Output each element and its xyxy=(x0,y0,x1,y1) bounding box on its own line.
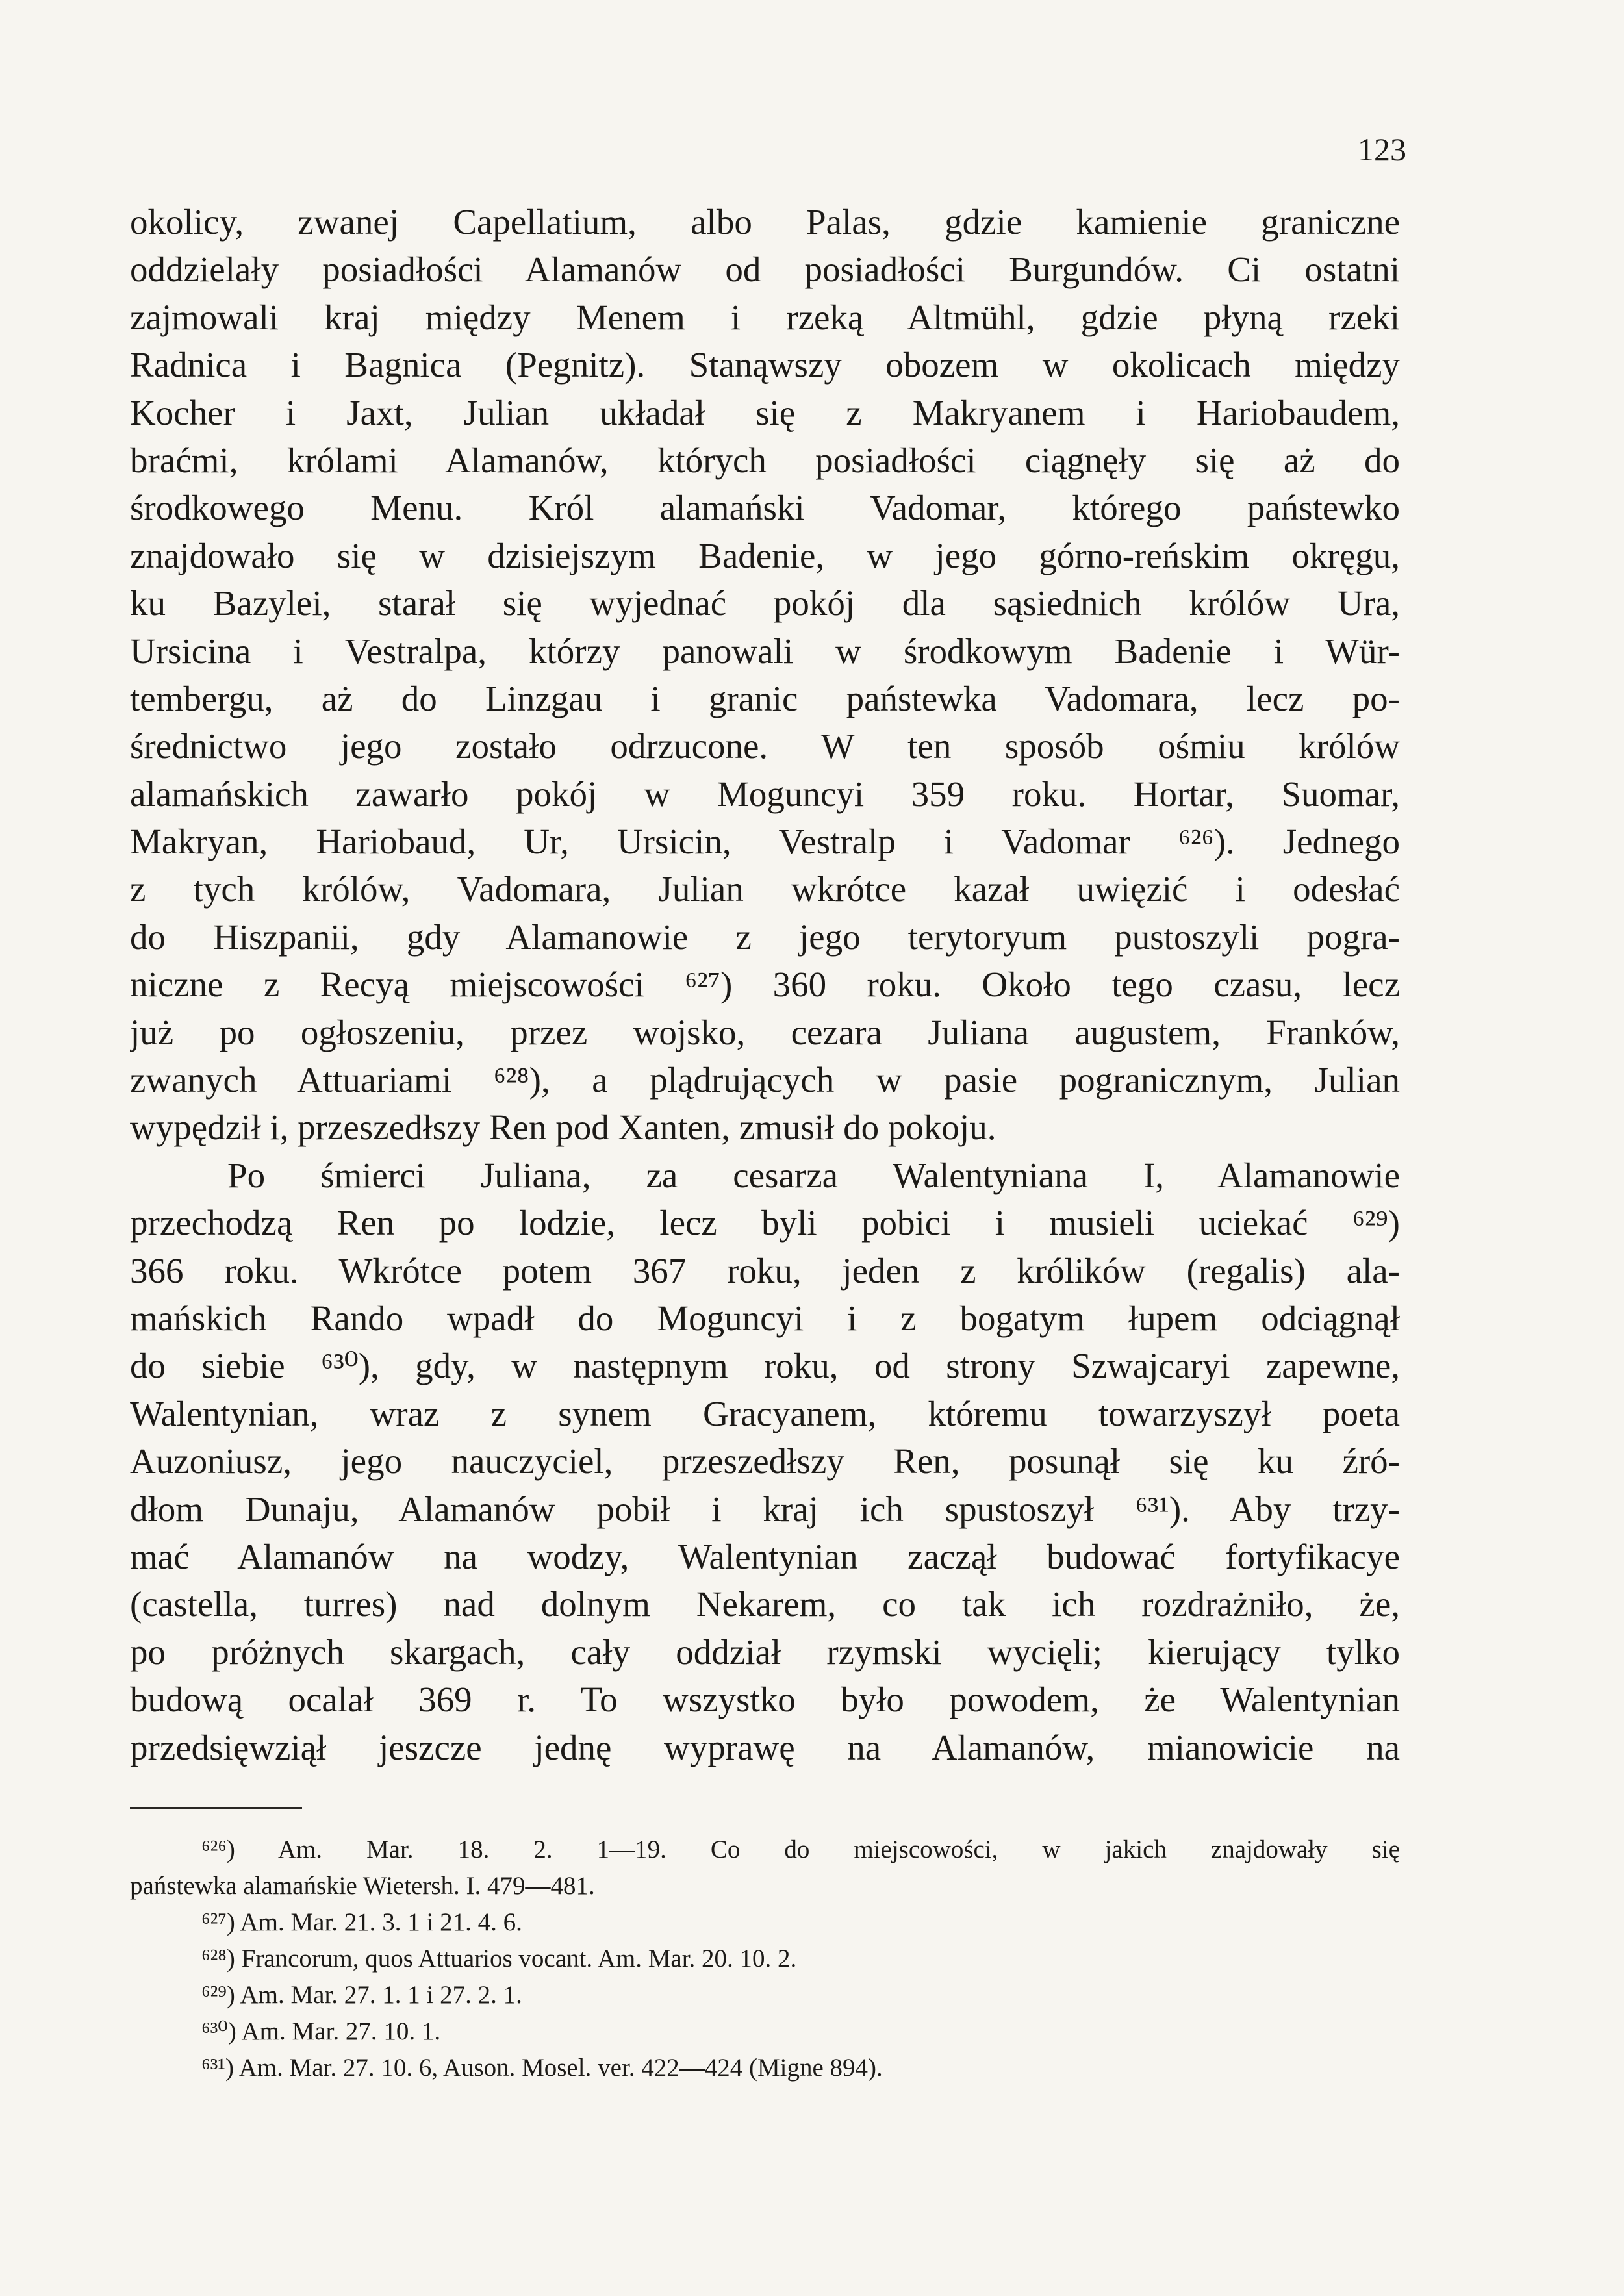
text-line: przedsięwziął jeszcze jednę wyprawę na Alamanów, mianowicie na xyxy=(130,1727,1400,1767)
text-line: przechodzą Ren po lodzie, lecz byli pobici i musieli uciekać ⁶²⁹) xyxy=(130,1203,1400,1243)
text-line: 366 roku. Wkrótce potem 367 roku, jeden z królików (regalis) ala- xyxy=(130,1250,1400,1291)
footnotes xyxy=(130,1832,1400,2086)
text-line: zajmowali kraj między Menem i rzeką Altmühl, gdzie płyną rzeki xyxy=(130,297,1400,337)
text-line: budową ocalał 369 r. To wszystko było powodem, że Walentynian xyxy=(130,1680,1400,1720)
footnote-line: ⁶³⁰) Am. Mar. 27. 10. 1. xyxy=(201,2017,441,2045)
text-line: do Hiszpanii, gdy Alamanowie z jego terytoryum pustoszyli pogra- xyxy=(130,916,1400,957)
text-line: dłom Dunaju, Alamanów pobił i kraj ich spustoszył ⁶³¹). Aby trzy- xyxy=(130,1489,1400,1529)
text-line: znajdowało się w dzisiejszym Badenie, w jego górno-reńskim okręgu, xyxy=(130,535,1400,575)
text-line: z tych królów, Vadomara, Julian wkrótce kazał uwięzić i odesłać xyxy=(130,869,1400,909)
text-line: niczne z Recyą miejscowości ⁶²⁷) 360 roku. Około tego czasu, lecz xyxy=(130,965,1400,1005)
text-line: Po śmierci Juliana, za cesarza Walentyniana I, Alamanowie xyxy=(227,1155,1400,1195)
footnote-line: ⁶²⁸) Francorum, quos Attuarios vocant. Am. Mar. 20. 10. 2. xyxy=(201,1945,797,1973)
text-line: już po ogłoszeniu, przez wojsko, cezara Juliana augustem, Franków, xyxy=(130,1012,1400,1052)
text-line: Radnica i Bagnica (Pegnitz). Stanąwszy obozem w okolicach między xyxy=(130,345,1400,385)
text-line: mańskich Rando wpadł do Moguncyi i z bogatym łupem odciągnął xyxy=(130,1298,1400,1338)
text-line: Kocher i Jaxt, Julian układał się z Makryanem i Hariobaudem, xyxy=(130,392,1400,433)
text-line: średnictwo jego zostało odrzucone. W ten sposób ośmiu królów xyxy=(130,726,1400,766)
page-number: 123 xyxy=(1358,131,1406,168)
text-line: do siebie ⁶³⁰), gdy, w następnym roku, od strony Szwajcaryi zapewne, xyxy=(130,1346,1400,1386)
footnote-line: ⁶²⁶) Am. Mar. 18. 2. 1—19. Co do miejscowości, w jakich znajdowały się xyxy=(201,1836,1400,1863)
text-line: alamańskich zawarło pokój w Moguncyi 359 roku. Hortar, Suomar, xyxy=(130,774,1400,814)
text-line: Auzoniusz, jego nauczyciel, przeszedłszy Ren, posunął się ku źró- xyxy=(130,1441,1400,1482)
text-line: Makryan, Hariobaud, Ur, Ursicin, Vestralp i Vadomar ⁶²⁶). Jednego xyxy=(130,822,1400,862)
text-line: ku Bazylei, starał się wyjednać pokój dla sąsiednich królów Ura, xyxy=(130,583,1400,624)
text-line: Walentynian, wraz z synem Gracyanem, któremu towarzyszył poeta xyxy=(130,1393,1400,1433)
text-line: (castella, turres) nad dolnym Nekarem, co tak ich rozdrażniło, że, xyxy=(130,1584,1400,1624)
footnote-line: ⁶³¹) Am. Mar. 27. 10. 6, Auson. Mosel. ver. 422—424 (Migne 894). xyxy=(201,2054,883,2082)
text-line: braćmi, królami Alamanów, których posiadłości ciągnęły się aż do xyxy=(130,440,1400,480)
text-line: okolicy, zwanej Capellatium, albo Palas, gdzie kamienie graniczne xyxy=(130,202,1400,242)
text-line: tembergu, aż do Linzgau i granic państewka Vadomara, lecz po- xyxy=(130,678,1400,718)
text-line: wypędził i, przeszedłszy Ren pod Xanten, zmusił do pokoju. xyxy=(130,1107,996,1148)
body-text xyxy=(130,198,1400,1771)
footnote-separator xyxy=(130,1807,302,1809)
text-line: po próżnych skargach, cały oddział rzymski wycięli; kierujący tylko xyxy=(130,1632,1400,1672)
text-line: Ursicina i Vestralpa, którzy panowali w środkowym Badenie i Wür- xyxy=(130,631,1400,671)
footnote-line: ⁶²⁹) Am. Mar. 27. 1. 1 i 27. 2. 1. xyxy=(201,1981,522,2009)
footnote-line: państewka alamańskie Wietersh. I. 479—481. xyxy=(130,1872,595,1900)
text-line: mać Alamanów na wodzy, Walentynian zaczął budować fortyfikacye xyxy=(130,1536,1400,1576)
footnote-line: ⁶²⁷) Am. Mar. 21. 3. 1 i 21. 4. 6. xyxy=(201,1908,522,1936)
text-line: oddzielały posiadłości Alamanów od posiadłości Burgundów. Ci ostatni xyxy=(130,249,1400,290)
text-line: środkowego Menu. Król alamański Vadomar, którego państewko xyxy=(130,488,1400,528)
text-line: zwanych Attuariami ⁶²⁸), a plądrujących w pasie pogranicznym, Julian xyxy=(130,1060,1400,1100)
